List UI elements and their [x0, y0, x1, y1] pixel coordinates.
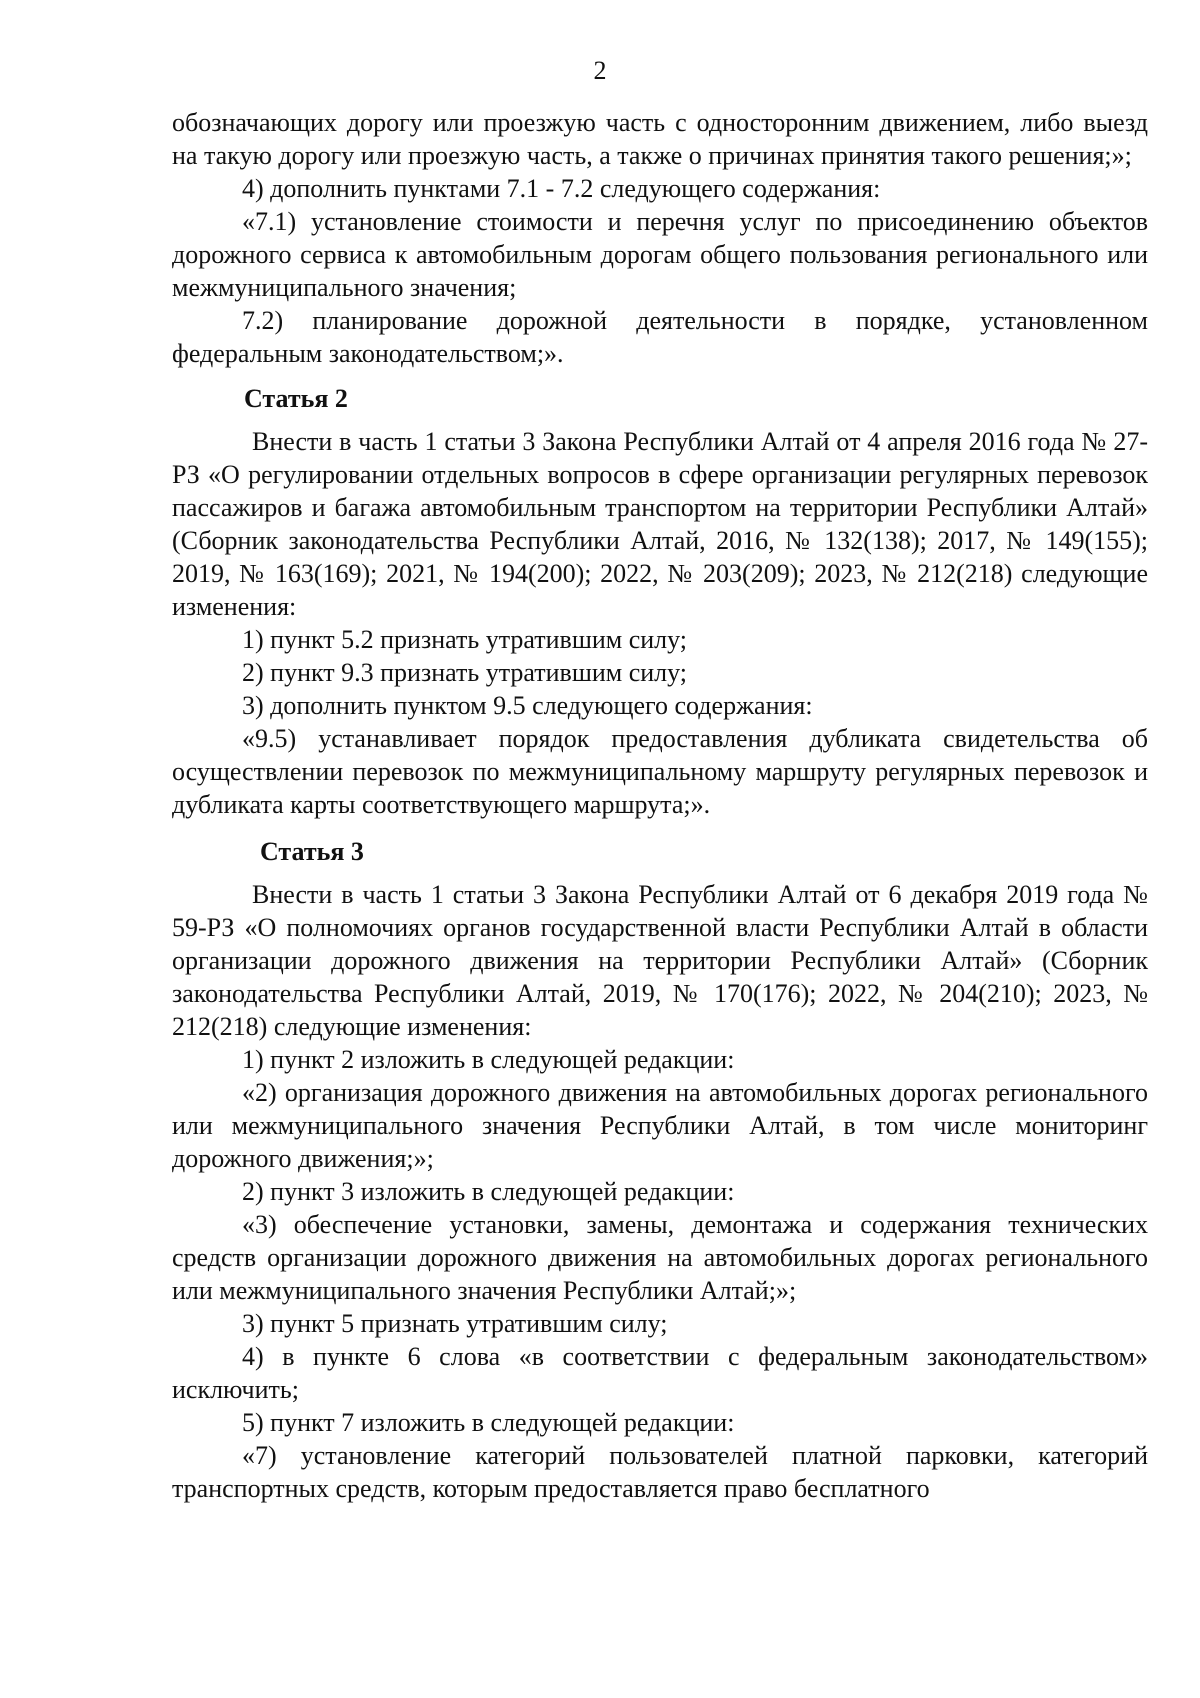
article-2-heading: Статья 2 — [244, 384, 348, 413]
article-3-heading: Статья 3 — [260, 837, 364, 866]
paragraph: Внести в часть 1 статьи 3 Закона Республики Алтай от 4 апреля 2016 года № 27-РЗ «О регулировании отдельных вопросов в сфере организации регулярных перевозок пассажиров и багажа автомобильным транспортом на территории Республики Алтай» (Сборник законодательства Республики Алтай, 2016, № 132(138); 2017, № 149(155); 2019, № 163(169); 2021, № 194(200); 2022, № 203(209); 2023, № 212(218) следующие изменения: — [172, 427, 1148, 621]
paragraph: 1) пункт 5.2 признать утратившим силу; — [242, 625, 688, 654]
paragraph: «9.5) устанавливает порядок предоставления дубликата свидетельства об осуществлении перевозок по межмуниципальному маршруту регулярных перевозок и дубликата карты соответствующего маршрута;». — [172, 724, 1148, 819]
paragraph: 4) в пункте 6 слова «в соответствии с федеральным законодательством» исключить; — [172, 1342, 1148, 1404]
paragraph: 4) дополнить пунктами 7.1 - 7.2 следующего содержания: — [242, 174, 881, 203]
paragraph: «2) организация дорожного движения на автомобильных дорогах регионального или межмуниципального значения Республики Алтай, в том числе мониторинг дорожного движения;»; — [172, 1078, 1148, 1173]
paragraph: 5) пункт 7 изложить в следующей редакции: — [242, 1408, 735, 1437]
paragraph: 3) пункт 5 признать утратившим силу; — [242, 1309, 668, 1338]
paragraph: обозначающих дорогу или проезжую часть с односторонним движением, либо выезд на такую дорогу или проезжую часть, а также о причинах принятия такого решения;»; — [172, 108, 1148, 170]
paragraph: «3) обеспечение установки, замены, демонтажа и содержания технических средств организации дорожного движения на автомобильных дорогах регионального или межмуниципального значения Республики Алтай;»; — [172, 1210, 1148, 1305]
paragraph: 2) пункт 3 изложить в следующей редакции: — [242, 1177, 735, 1206]
paragraph: 2) пункт 9.3 признать утратившим силу; — [242, 658, 688, 687]
paragraph: 1) пункт 2 изложить в следующей редакции: — [242, 1045, 735, 1074]
paragraph: 7.2) планирование дорожной деятельности в порядке, установленном федеральным законодательством;». — [172, 306, 1148, 368]
paragraph: 3) дополнить пунктом 9.5 следующего содержания: — [242, 691, 813, 720]
document-body — [172, 106, 1148, 1505]
paragraph: «7.1) установление стоимости и перечня услуг по присоединению объектов дорожного сервиса к автомобильным дорогам общего пользования регионального или межмуниципального значения; — [172, 207, 1148, 302]
paragraph: Внести в часть 1 статьи 3 Закона Республики Алтай от 6 декабря 2019 года № 59-РЗ «О полномочиях органов государственной власти Республики Алтай в области организации дорожного движения на территории Республики Алтай» (Сборник законодательства Республики Алтай, 2019, № 170(176); 2022, № 204(210); 2023, № 212(218) следующие изменения: — [172, 880, 1148, 1041]
page-number: 2 — [593, 56, 607, 85]
paragraph: «7) установление категорий пользователей платной парковки, категорий транспортных средств, которым предоставляется право бесплатного — [172, 1441, 1148, 1503]
